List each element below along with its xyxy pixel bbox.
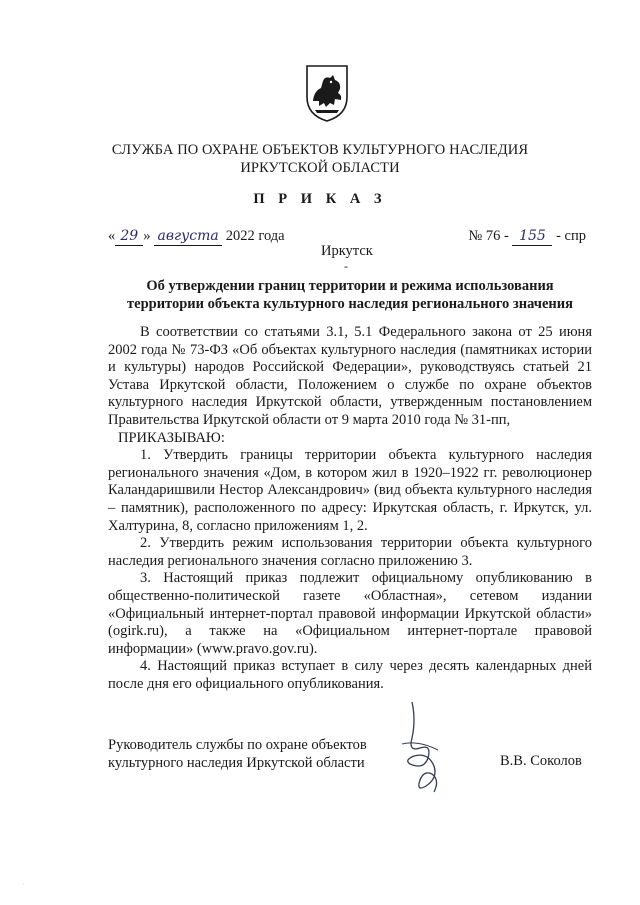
order-item: 4. Настоящий приказ вступает в силу через десять календарных дней после дня его официального опубликования. xyxy=(108,658,592,692)
handwritten-signature xyxy=(398,700,446,800)
document-type: П Р И К А З xyxy=(253,191,387,207)
number-suffix: - спр xyxy=(556,228,586,244)
order-item: 1. Утвердить границы территории объекта культурного наследия регионального значения «Дом, в котором жил в 1920–1922 гг. революционер Каландаришвили Нестор Александрович» (вид объекта культурного наследия – памятник), расположенного по адресу: Иркутская область, г. Иркутск, ул. Халтурина, 8, согласно приложениям 1, 2. xyxy=(108,447,592,534)
command-heading: ПРИКАЗЫВАЮ: xyxy=(118,429,225,446)
irkutsk-coat-of-arms-icon xyxy=(304,63,350,123)
date-month: августа xyxy=(154,228,222,246)
signatory-name: В.В. Соколов xyxy=(500,753,582,769)
order-item: 3. Настоящий приказ подлежит официальному опубликованию в общественно-политической газете «Областная», сетевом издании «Официальный интернет-портал правовой информации Иркутской области» (ogirk.ru), а также на «Официальном интернет-портале правовой информации» (www.pravo.gov.ru). xyxy=(108,570,592,657)
document-title-line1: Об утверждении границ территории и режима использования xyxy=(146,278,554,294)
document-title-line2: территории объекта культурного наследия регионального значения xyxy=(127,296,573,312)
signatory-position-line2: культурного наследия Иркутской области xyxy=(108,754,365,771)
number-prefix: № 76 - xyxy=(468,228,509,244)
date-open-quote: « xyxy=(108,228,116,244)
order-item: 2. Утвердить режим использования территории объекта культурного наследия регионального значения согласно приложению 3. xyxy=(108,535,592,569)
preamble-paragraph: В соответствии со статьями 3.1, 5.1 Федерального закона от 25 июня 2002 года № 73-ФЗ «Об объектах культурного наследия (памятниках истории и культуры) народов Российской Федерации», руководствуясь статьей 21 Устава Иркутской области, Положением о службе по охране объектов культурного наследия Иркутской области, утвержденным постановлением Правительства Иркутской области от 9 марта 2010 года № 31-пп, xyxy=(108,324,592,428)
date-year: 2022 года xyxy=(225,228,285,244)
document-body xyxy=(108,324,592,693)
city: Иркутск xyxy=(321,243,373,259)
document-date xyxy=(108,228,285,246)
organization-name: СЛУЖБА ПО ОХРАНЕ ОБЪЕКТОВ КУЛЬТУРНОГО НАСЛЕДИЯ xyxy=(111,142,529,158)
separator-mark: - xyxy=(344,259,348,273)
number-value: 155 xyxy=(512,228,552,246)
date-close-quote: » xyxy=(143,228,151,244)
signatory-position xyxy=(108,737,367,772)
scan-artifact: · xyxy=(22,880,25,889)
signatory-position-line1: Руководитель службы по охране объектов xyxy=(108,737,367,753)
organization-region: ИРКУТСКОЙ ОБЛАСТИ xyxy=(240,160,400,176)
date-day: 29 xyxy=(115,228,143,246)
document-number xyxy=(468,228,586,246)
